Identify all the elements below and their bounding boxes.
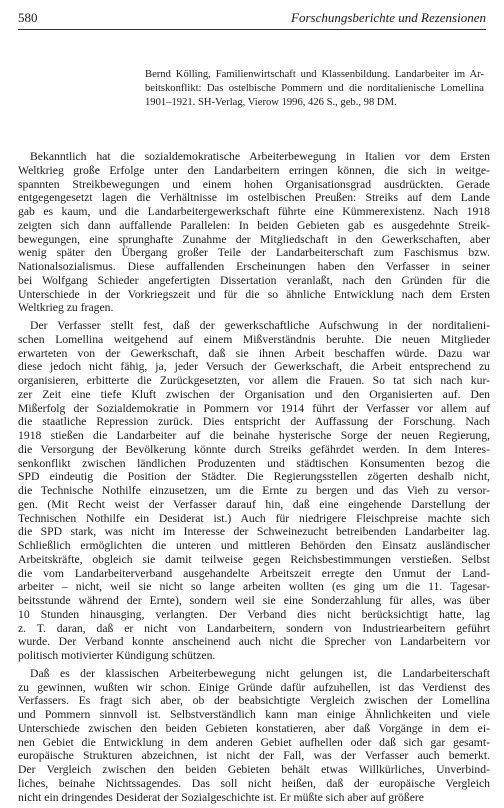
text-line: bei Wolfgang Schieder angefertigten Dissertation veranlaßt, nach den Gründen für die xyxy=(18,273,490,287)
text-line: die Technische Nothilfe einzusetzen, um die Ernte zu bergen und das Vieh zu versor- xyxy=(18,484,490,497)
text-line: gen. (Mit Recht weist der Verfasser darauf hin, daß eine eingehende Darstellung der xyxy=(18,497,490,511)
text-line: entgegengesetzt lagen die Verhältnisse im ostelbischen Preußen: Streiks auf dem Lande xyxy=(18,191,490,205)
text-line: gab es kaum, und die Landarbeitergewerkschaft führte eine Kümmerexistenz. Nach 1918 xyxy=(18,205,490,218)
text-line: nen Gebiet die Entwicklung in dem anderen Gebiet aufhellen oder daß sich gar gesamt- xyxy=(18,735,490,749)
text-line: die SPD stark, was nicht im Interesse der Schweinezucht betreibenden Landarbeiter lag. xyxy=(18,525,490,539)
text-line: bewegungen, eine sprunghafte Zunahme der Mitgliedschaft in den Gewerkschaften, aber xyxy=(18,232,490,246)
review-body xyxy=(18,150,490,808)
text-line: wurde. Der Verband konnte anscheinend auch nicht die Sprecher von Landarbeitern vor xyxy=(18,635,490,649)
text-line: Arbeitskräfte, obgleich sie damit teilweise gegen Reichsbestimmungen verstießen. Selbst xyxy=(18,552,490,566)
text-line: und Pommern sinnvoll ist. Selbstverständlich kann man einige Ähnlichkeiten und viele xyxy=(18,708,490,721)
text-line: Schließlich ermöglichten die unteren und mittleren Behörden den Einsatz ausländischer xyxy=(18,539,490,552)
text-line: beitsstunde während der Ernte), sondern weil sie eine Sonderzahlung für alles, was über xyxy=(18,594,490,607)
paragraph xyxy=(18,150,490,315)
text-line: politisch motivierter Kündigung schützen. xyxy=(18,649,216,662)
text-line: die Versorgung der Bevölkerung könnte durch Streiks gefährdet werden. In dem Interes- xyxy=(18,442,490,456)
page-number: 580 xyxy=(18,10,38,25)
paragraph xyxy=(18,667,490,805)
text-line: arbeiter – nicht, weil sie nicht so lange arbeiten wollten (es ging um die 11. Tagesar- xyxy=(18,580,490,594)
text-line: organisieren, erbitterte die Zurückgesetzten, vor allem die Frauen. So tat sich nach kur- xyxy=(18,374,490,387)
text-line: liches, beinahe Nichtssagendes. Das soll nicht heißen, daß der europäische Vergleich xyxy=(18,776,490,790)
text-line: Unterschiede zwischen den beiden Gebieten konstatieren, aber daß Vorgänge in dem ei- xyxy=(18,721,490,735)
text-line: nicht ein dringendes Desiderat der Sozialgeschichte ist. Er müßte sich aber auf größere xyxy=(18,790,424,804)
text-line: diese jedoch nicht fähig, ja, jeder Versuch der Gewerkschaft, die Arbeit entsprechend zu xyxy=(18,360,490,374)
text-line: Verfassers. Es fragt sich aber, ob der beabsichtigte Vergleich zwischen der Lomellina xyxy=(18,694,490,708)
text-line: zu gewinnen, wußten wir schon. Einige Gründe dafür aufzuhellen, ist das Verdienst des xyxy=(18,680,490,694)
text-line: wenig später den Übergang großer Teile der Landarbeiterschaft zum Faschismus bzw. xyxy=(18,246,490,260)
text-line: Technischen Nothilfe ein Desiderat ist.) Auch für niedrigere Fleischpreise machte sich xyxy=(18,511,490,525)
header-rule xyxy=(18,29,486,30)
text-line: Weltkrieg zu fragen. xyxy=(18,301,114,315)
text-line: europäische Strukturen abzeichnen, ist nicht der Fall, was der Verfasser auch bemerkt. xyxy=(18,749,490,763)
text-line: erwarteten von der Gewerkschaft, daß sie ihnen Arbeit beschaffen würde. Dazu war xyxy=(18,346,490,360)
text-line: Mißerfolg der Sozialdemokratie in Pommern vor 1914 führt der Verfasser vor allem auf xyxy=(18,401,490,415)
text-line: die staatliche Repression zurück. Dies entspricht der Auffassung der Forschung. Nach xyxy=(18,415,490,429)
text-line: z. T. daran, daß er nicht von Landarbeitern, sondern von Industriearbeitern geführt xyxy=(18,621,490,635)
text-line: spannten Streikbewegungen und einem hohen Organisationsgrad ausdrückten. Gerade xyxy=(18,177,490,191)
text-line: zer Zeit eine tiefe Kluft zwischen der Organisation und den Organisierten auf. Den xyxy=(18,387,490,401)
book-reference xyxy=(145,68,484,110)
book-reference-line: Bernd Kölling, Familienwirtschaft und Klassenbildung. Landarbeiter im Ar- xyxy=(145,69,484,80)
text-line: 1918 stießen die Landarbeiter auf die beinahe hysterische Sorge der neuen Regierung, xyxy=(18,429,490,442)
book-reference-line: beitskonflikt: Das ostelbische Pommern und die norditalienische Lomellina xyxy=(145,83,484,94)
book-reference-line: 1901–1921. SH-Verlag, Vierow 1996, 426 S., geb., 98 DM. xyxy=(145,97,397,108)
text-line: zeigten sich dann auffallende Parallelen: In beiden Gebieten gab es ausgedehnte Streik- xyxy=(18,218,490,232)
text-line: die vom Landarbeiterverband ausgehandelte Arbeitszeit erregte den Unmut der Land- xyxy=(18,566,490,580)
running-header xyxy=(18,10,486,30)
text-line: senkonflikt zwischen ländlichen Produzenten und städtischen Konsumenten bezog die xyxy=(18,456,490,470)
paragraph xyxy=(18,319,490,663)
text-line: Nationalsozialismus. Diese auffallenden Erscheinungen haben den Verfasser in seiner xyxy=(18,260,490,273)
text-line: 10 Stunden hinausging, verlangten. Der Verband dies nicht berücksichtigt hatte, lag xyxy=(18,607,490,621)
text-line: Daß es der klassischen Arbeiterbewegung nicht gelungen ist, die Landarbeiterschaft xyxy=(30,666,490,680)
text-line: Weltkrieg große Erfolge unter den Landarbeitern erringen können, die sich in weitge- xyxy=(18,163,490,177)
text-line: SPD eindeutig die Position der Städter. Die Regierungsstellen zögerten deshalb nicht, xyxy=(18,470,490,484)
text-line: Der Vergleich zwischen den beiden Gebieten behält etwas Willkürliches, Unverbind- xyxy=(18,763,490,776)
running-title: Forschungsberichte und Rezensionen xyxy=(291,10,486,25)
text-line: Unterschiede in der Vorkriegszeit und für die so ähnliche Entwicklung nach dem Ersten xyxy=(18,287,490,301)
text-line: schen Lomellina weitgehend auf einem Mißverständnis beruhte. Die neuen Mitglieder xyxy=(18,332,490,346)
text-line: Der Verfasser stellt fest, daß der gewerkschaftliche Aufschwung in der norditalieni- xyxy=(30,319,490,332)
text-line: Bekanntlich hat die sozialdemokratische Arbeiterbewegung in Italien vor dem Ersten xyxy=(30,150,490,163)
